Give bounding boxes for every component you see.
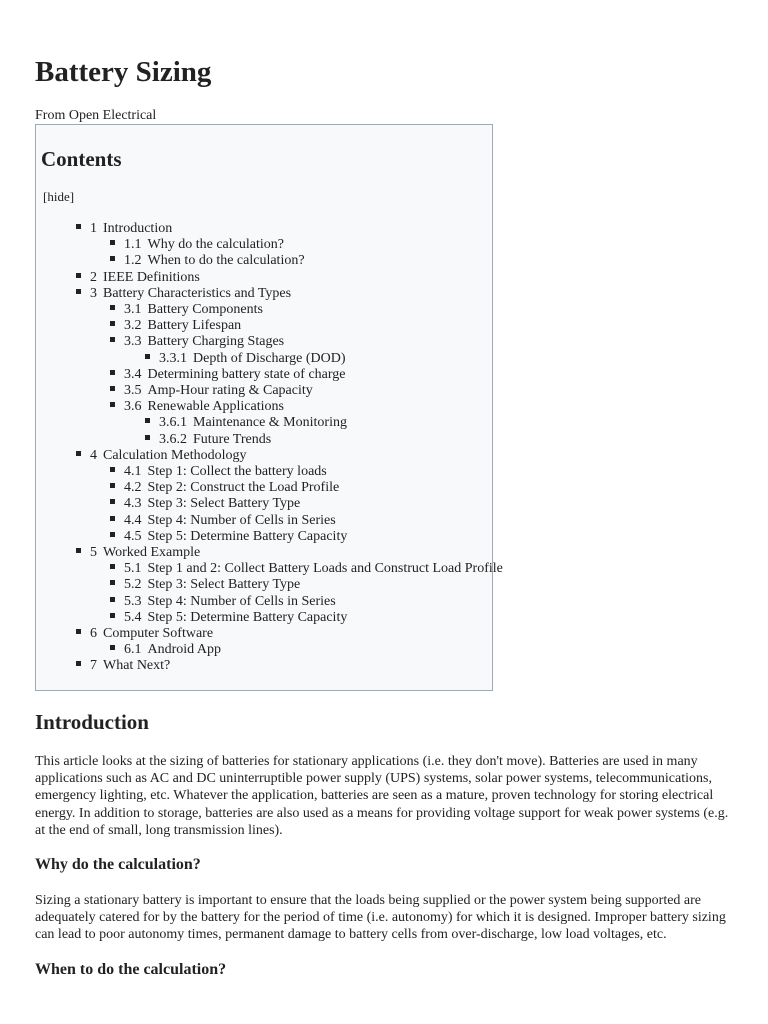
toc-item: [145, 432, 503, 448]
toc-sublist: [76, 302, 503, 448]
toc-number: 5.2: [124, 577, 142, 593]
toc-number: 3.6.1: [159, 415, 187, 431]
toc-item: [110, 480, 503, 496]
toc-label: Worked Example: [103, 545, 201, 561]
toc-label: Step 5: Determine Battery Capacity: [147, 609, 348, 625]
toc-item: [110, 496, 503, 512]
bullet-icon: [110, 337, 115, 342]
bullet-icon: [76, 273, 81, 278]
toc-label: Step 5: Determine Battery Capacity: [147, 528, 348, 544]
toc-number: 4.1: [124, 464, 142, 480]
toc-item: [110, 561, 503, 577]
bullet-icon: [110, 370, 115, 375]
toc-label: Step 2: Construct the Load Profile: [147, 480, 340, 496]
bullet-icon: [110, 580, 115, 585]
toc-item: [76, 221, 503, 270]
toc-link[interactable]: [90, 221, 172, 236]
toc-link[interactable]: [124, 302, 263, 317]
toc-number: 3.3: [124, 334, 142, 350]
toc-sublist: [110, 351, 503, 367]
toc-item: [110, 594, 503, 610]
bullet-icon: [110, 516, 115, 521]
toc-item: [76, 626, 503, 658]
toc-number: 4.2: [124, 480, 142, 496]
toc-label: Step 4: Number of Cells in Series: [147, 512, 336, 528]
toc-number: 3.6: [124, 399, 142, 415]
toc-item: [76, 658, 503, 674]
toc-item: [110, 464, 503, 480]
toc-item: [76, 545, 503, 626]
toc-toggle: [43, 189, 74, 205]
toc-number: 3: [90, 285, 97, 301]
toc-item: [110, 513, 503, 529]
why-paragraph: Sizing a stationary battery is important to ensure that the loads being supplied or the power system being supported are adequately catered for by the battery for the period of time (i.e. autonomy) for which it is designed. Improper battery sizing can lead to poor autonomy times, permanent damage to battery cells from over-discharge, low load voltages, etc.: [35, 893, 726, 943]
toc-number: 3.3.1: [159, 350, 187, 366]
toc-link[interactable]: [124, 594, 336, 609]
toc-link[interactable]: [124, 334, 284, 349]
bullet-icon: [110, 613, 115, 618]
introduction-paragraph: This article looks at the sizing of batteries for stationary applications (i.e. they don't move). Batteries are used in many applications such as AC and DC uninterruptible power supply (UPS) systems, solar power systems, telecommunications, emergency lighting, etc. Whatever the application, batteries are seen as a mature, proven technology for storing electrical energy. In addition to storage, batteries are also used as a means for providing voltage support for weak power systems (e.g. at the end of small, long transmission lines).: [35, 754, 729, 838]
toc-item: [145, 415, 503, 431]
toc-link[interactable]: [124, 253, 305, 268]
introduction-text: [35, 753, 735, 839]
toc-label: Introduction: [103, 221, 173, 236]
toc-sublist: [76, 642, 503, 658]
introduction-heading: Introduction: [35, 710, 149, 734]
toc-label: When to do the calculation?: [147, 253, 305, 269]
toc-link[interactable]: [124, 529, 347, 544]
toc-sublist: [76, 464, 503, 545]
toc-label: Battery Characteristics and Types: [103, 285, 292, 301]
bullet-icon: [110, 483, 115, 488]
toc-label: Calculation Methodology: [103, 447, 247, 463]
toc-item: [110, 237, 503, 253]
toc-link[interactable]: [124, 561, 503, 576]
bullet-icon: [110, 532, 115, 537]
toc-item: [76, 448, 503, 545]
toc-number: 5: [90, 545, 97, 561]
toc-number: 1.2: [124, 253, 142, 269]
toc-label: IEEE Definitions: [103, 269, 200, 285]
toc-number: 1.1: [124, 237, 142, 253]
toc-link[interactable]: [90, 286, 291, 301]
toc-list: [76, 221, 503, 675]
introduction-section: [35, 710, 735, 734]
toc-label: Why do the calculation?: [147, 237, 284, 253]
toc-number: 4: [90, 447, 97, 463]
bullet-icon: [76, 451, 81, 456]
bullet-icon: [110, 305, 115, 310]
toc-number: 7: [90, 658, 97, 674]
toc-label: Step 1: Collect the battery loads: [147, 464, 327, 480]
toc-number: 3.2: [124, 318, 142, 334]
toc-link[interactable]: [159, 351, 346, 366]
toc-link[interactable]: [124, 367, 346, 382]
toc-number: 3.6.2: [159, 431, 187, 447]
toc-label: Android App: [147, 642, 221, 658]
when-section: [35, 960, 735, 980]
toc-sublist: [76, 561, 503, 626]
bullet-icon: [145, 435, 150, 440]
page-title: Battery Sizing: [35, 56, 212, 88]
bullet-icon: [110, 597, 115, 602]
toc-item: [110, 334, 503, 366]
toc-link[interactable]: [124, 318, 241, 333]
toc-number: 3.4: [124, 366, 142, 382]
toc-label: Step 4: Number of Cells in Series: [147, 593, 336, 609]
toc-number: 3.5: [124, 383, 142, 399]
toc-label: Maintenance & Monitoring: [193, 415, 347, 431]
toc-link[interactable]: [124, 610, 347, 625]
toc-item: [145, 351, 503, 367]
toc-label: Depth of Discharge (DOD): [193, 350, 346, 366]
site-subtitle: From Open Electrical: [35, 108, 157, 123]
toc-item: [76, 286, 503, 448]
toc-label: Battery Components: [147, 302, 263, 318]
toc-link[interactable]: [124, 513, 336, 528]
toc-link[interactable]: [90, 270, 200, 285]
toc-link[interactable]: [124, 577, 300, 592]
toc-number: 6: [90, 626, 97, 642]
toc-item: [110, 399, 503, 448]
toc-link[interactable]: [90, 626, 213, 641]
toc-label: What Next?: [103, 658, 171, 674]
toc-number: 2: [90, 269, 97, 285]
bullet-icon: [110, 467, 115, 472]
toc-link[interactable]: [90, 448, 246, 463]
toc-item: [110, 253, 503, 269]
when-heading: When to do the calculation?: [35, 961, 227, 978]
toc-item: [110, 642, 503, 658]
why-section: [35, 855, 735, 875]
toc-item: [110, 577, 503, 593]
toc-link[interactable]: [124, 383, 313, 398]
toc-label: Renewable Applications: [147, 399, 284, 415]
toc-number: 4.3: [124, 496, 142, 512]
bullet-icon: [76, 289, 81, 294]
toc-link[interactable]: [159, 415, 347, 430]
why-text: [35, 892, 735, 944]
toc-number: 5.3: [124, 593, 142, 609]
toc-link[interactable]: [124, 480, 339, 495]
toc-link[interactable]: [124, 399, 284, 414]
toc-number: 5.1: [124, 561, 142, 577]
toc-label: Battery Lifespan: [147, 318, 242, 334]
toc-number: 4.4: [124, 512, 142, 528]
toc-number: 5.4: [124, 609, 142, 625]
toc-item: [110, 610, 503, 626]
why-heading: Why do the calculation?: [35, 856, 201, 873]
toc-link[interactable]: [124, 496, 300, 511]
bullet-icon: [76, 661, 81, 666]
toc-number: 1: [90, 221, 97, 236]
toc-link[interactable]: [124, 642, 221, 657]
toc-sublist: [76, 237, 503, 269]
toc-label: Step 3: Select Battery Type: [147, 496, 301, 512]
toc-link[interactable]: [124, 237, 284, 252]
bullet-icon: [110, 402, 115, 407]
article: [0, 0, 768, 124]
toc-sublist: [110, 415, 503, 447]
toc-number: 6.1: [124, 642, 142, 658]
toc-number: 3.1: [124, 302, 142, 318]
bullet-icon: [145, 354, 150, 359]
toc-label: Computer Software: [103, 626, 214, 642]
bullet-icon: [76, 548, 81, 553]
toc-label: Battery Charging Stages: [147, 334, 285, 350]
bullet-icon: [110, 386, 115, 391]
toc-link[interactable]: [90, 658, 170, 673]
toc-item: [110, 367, 503, 383]
toc-item: [110, 302, 503, 318]
toc-link[interactable]: [159, 432, 271, 447]
toc-item: [76, 270, 503, 286]
toc-heading: Contents: [41, 147, 122, 171]
bullet-icon: [110, 645, 115, 650]
bullet-icon: [110, 240, 115, 245]
bullet-icon: [145, 418, 150, 423]
toc-link[interactable]: [124, 464, 327, 479]
bullet-icon: [76, 629, 81, 634]
toc-item: [110, 318, 503, 334]
toc-label: Amp-Hour rating & Capacity: [147, 383, 313, 399]
toc-hide-link[interactable]: [hide]: [43, 189, 75, 204]
table-of-contents: [35, 124, 503, 691]
bullet-icon: [110, 499, 115, 504]
bullet-icon: [110, 564, 115, 569]
bullet-icon: [76, 224, 81, 229]
toc-link[interactable]: [90, 545, 200, 560]
toc-item: [110, 529, 503, 545]
toc-label: Step 3: Select Battery Type: [147, 577, 301, 593]
toc-label: Determining battery state of charge: [147, 366, 346, 382]
bullet-icon: [110, 321, 115, 326]
toc-number: 4.5: [124, 528, 142, 544]
bullet-icon: [110, 256, 115, 261]
toc-label: Future Trends: [193, 431, 272, 447]
toc-item: [110, 383, 503, 399]
toc-label: Step 1 and 2: Collect Battery Loads and Construct Load Profile: [147, 561, 503, 577]
